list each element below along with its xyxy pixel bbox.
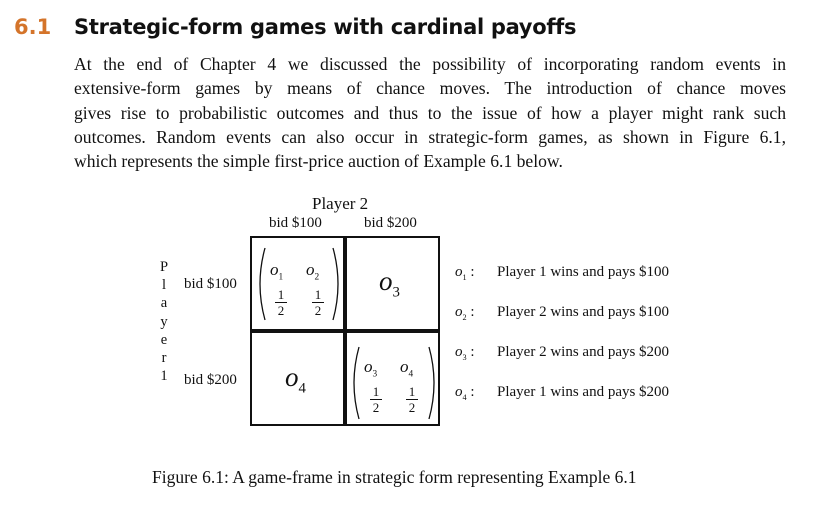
- paragraph-line: At the end of Chapter 4 we discussed the possibility of incorporating random events in: [74, 54, 786, 74]
- row-header-bid-100: bid $100: [184, 276, 237, 292]
- col-header-bid-200: bid $200: [364, 215, 417, 231]
- lottery-outcome: $o_1$: [270, 260, 284, 283]
- figure-caption: Figure 6.1: A game-frame in strategic form representing Example 6.1: [152, 467, 637, 487]
- col-header-bid-100: bid $100: [269, 215, 322, 231]
- legend-text: Player 2 wins and pays $100: [497, 304, 670, 320]
- lottery-outcome: $o_2$: [306, 260, 320, 283]
- outcome-label: $o_3$: [379, 266, 400, 301]
- paragraph-line: outcomes. Random events can also occur in strategic-form games, as shown in Figure 6.1,: [74, 126, 786, 147]
- player2-label: Player 2: [312, 194, 369, 213]
- paragraph-line: extensive-form games by means of chance moves. The introduction of chance moves: [74, 78, 786, 99]
- probability: 1 2: [274, 288, 288, 317]
- paragraph-line: which represents the simple first-price auction of Example 6.1 below.: [74, 151, 563, 172]
- legend-item: [455, 264, 669, 282]
- lottery-brackets: [256, 244, 342, 324]
- legend-item: [455, 384, 669, 402]
- legend-text: Player 1 wins and pays $100: [497, 264, 670, 280]
- player1-vertical-label: [157, 258, 171, 385]
- legend-item: [455, 344, 669, 362]
- cell-bottom-right: [345, 331, 440, 426]
- cell-top-right: [345, 236, 440, 331]
- outcome-label: $o_4$: [285, 362, 306, 397]
- legend-item: [455, 304, 669, 322]
- body-paragraph: [74, 52, 786, 173]
- player1-letter: 1: [160, 368, 168, 385]
- probability: 1 2: [311, 288, 325, 317]
- cell-bottom-left: [250, 331, 345, 426]
- player1-letter: l: [161, 277, 167, 294]
- section-number: 6.1: [14, 15, 52, 39]
- lottery-outcome: $o_4$: [400, 357, 414, 380]
- legend-outcome: $o_3$ :: [455, 344, 475, 362]
- legend-text: Player 1 wins and pays $200: [497, 384, 670, 400]
- legend-outcome: $o_1$ :: [455, 264, 475, 282]
- legend-text: Player 2 wins and pays $200: [497, 344, 670, 360]
- lottery-brackets: [350, 343, 438, 423]
- cell-top-left: [250, 236, 345, 331]
- player1-letter: P: [159, 259, 169, 275]
- legend-outcome: $o_2$ :: [455, 304, 475, 322]
- row-header-bid-200: bid $200: [184, 372, 237, 388]
- player1-letter: r: [161, 350, 167, 367]
- player1-letter: a: [160, 295, 168, 312]
- player1-letter: y: [160, 313, 168, 330]
- legend-outcome: $o_4$ :: [455, 384, 475, 402]
- player1-letter: e: [160, 331, 168, 348]
- paragraph-line: gives rise to probabilistic outcomes and thus to the issue of how a player might rank such: [74, 102, 786, 123]
- probability: 1 2: [369, 385, 383, 414]
- lottery-outcome: $o_3$: [364, 357, 378, 380]
- probability: 1 2: [405, 385, 419, 414]
- section-title: Strategic-form games with cardinal payoffs: [74, 15, 577, 39]
